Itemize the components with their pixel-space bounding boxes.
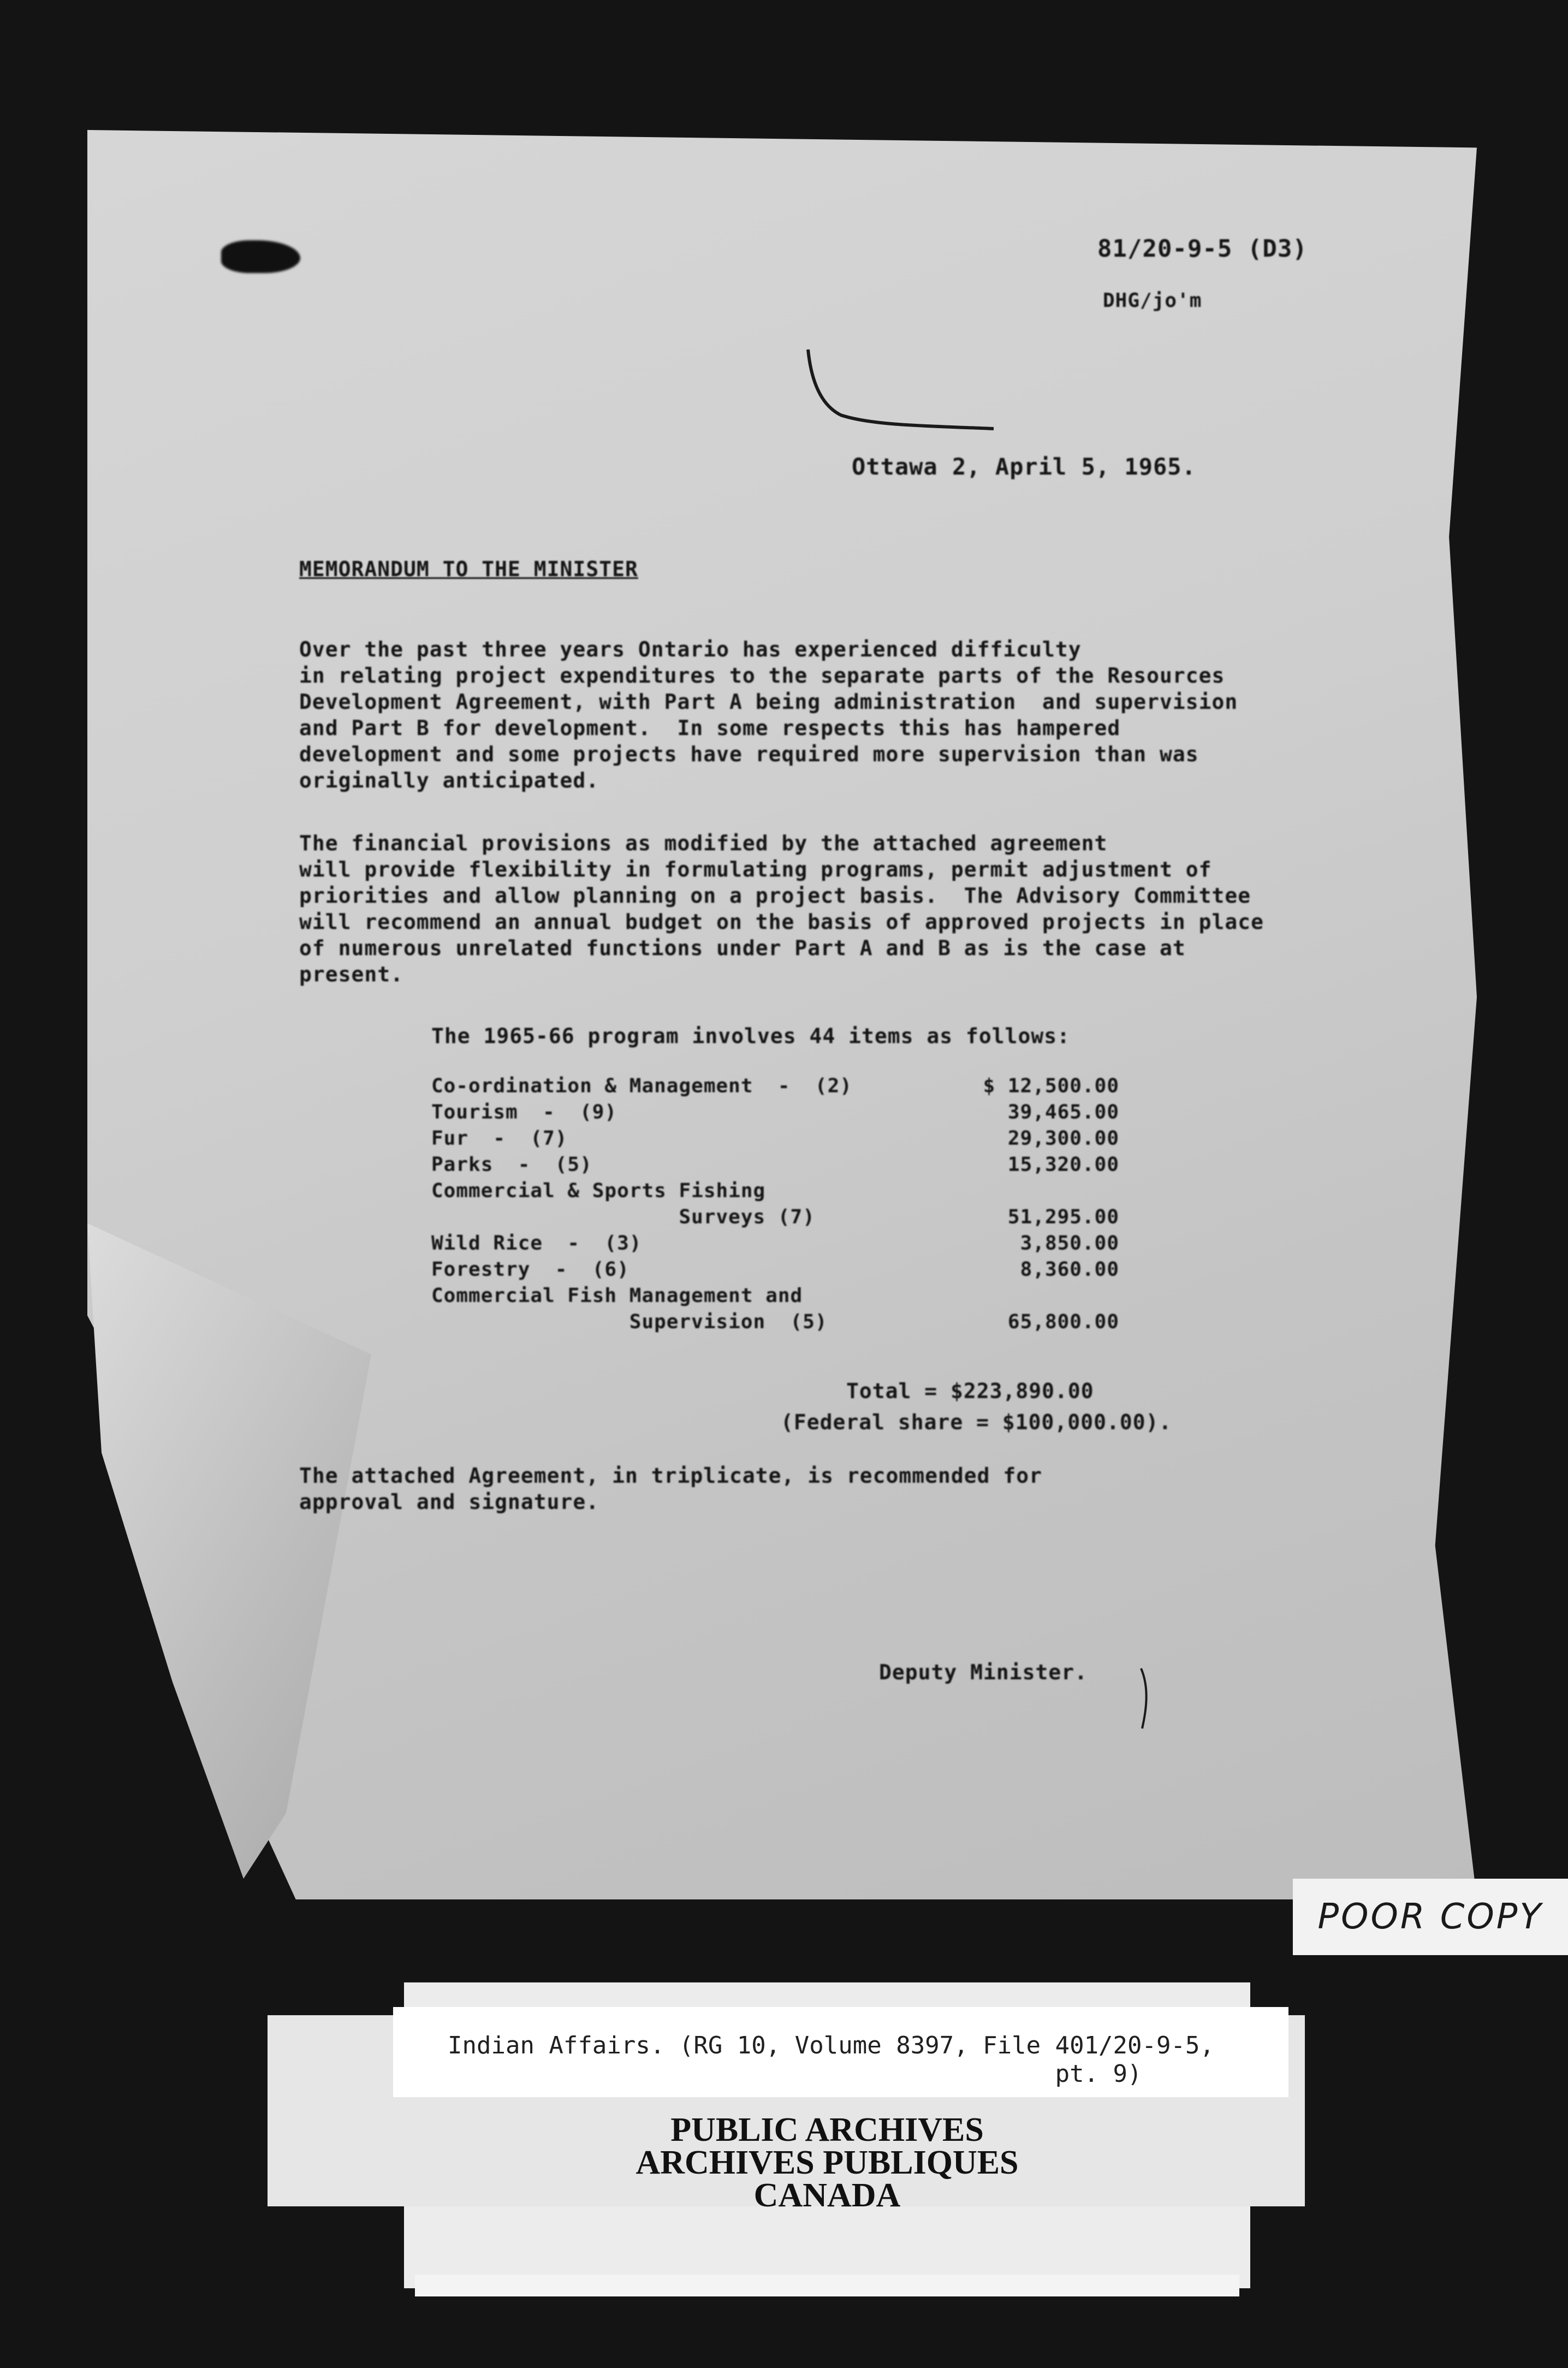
table-row [431, 1101, 1119, 1127]
handwritten-pen-mark [797, 344, 1005, 437]
archive-line-1: PUBLIC ARCHIVES [670, 2111, 984, 2148]
archive-line-2: ARCHIVES PUBLIQUES [635, 2144, 1019, 2181]
table-row [431, 1206, 1119, 1232]
table-row [431, 1153, 1119, 1180]
paragraph-2: The financial provisions as modified by the attached agreement will provide flexibility in formulating programs, permit adjustment of priorities and allow planning on a project basis. The Advisory Committee will recommend an annual budget on the basis of approved projects in place of numerous unrelated functions under Part A and B as is the case at present. [299, 831, 1264, 986]
signature-title: Deputy Minister. [879, 1660, 1088, 1684]
item-amount: 3,850.00 [1020, 1232, 1119, 1254]
archive-stamp [404, 2111, 1250, 2214]
poor-copy-label: POOR COPY [1293, 1879, 1568, 1955]
item-amount: 65,800.00 [1007, 1311, 1119, 1333]
program-intro: The 1965-66 program involves 44 items as follows: [431, 1024, 1071, 1048]
item-label: Fur - (7) [431, 1127, 568, 1150]
table-row [431, 1180, 1119, 1206]
item-label: Parks - (5) [431, 1153, 592, 1176]
item-amount: 8,360.00 [1020, 1258, 1119, 1281]
table-row [431, 1258, 1119, 1284]
item-label: Commercial & Sports Fishing [431, 1180, 766, 1202]
item-amount: 51,295.00 [1007, 1206, 1119, 1228]
item-label: Supervision (5) [431, 1311, 828, 1333]
item-label: Surveys (7) [431, 1206, 815, 1228]
archive-reference-text: Indian Affairs. (RG 10, Volume 8397, File 401/20-9-5, pt. 9) [448, 2032, 1214, 2088]
item-label: Wild Rice - (3) [431, 1232, 642, 1254]
table-row [431, 1075, 1119, 1101]
table-row [431, 1311, 1119, 1337]
typist-initials: DHG/jo'm [1103, 289, 1202, 312]
total-line: Total = $223,890.00 [846, 1379, 1094, 1403]
table-row [431, 1232, 1119, 1258]
paragraph-3: The attached Agreement, in triplicate, is recommended for approval and signature. [299, 1464, 1043, 1514]
handwritten-pen-mark [1136, 1666, 1157, 1731]
item-label: Commercial Fish Management and [431, 1284, 803, 1307]
memo-heading: MEMORANDUM TO THE MINISTER [299, 557, 638, 581]
program-items-table [431, 1075, 1119, 1337]
date-line: Ottawa 2, April 5, 1965. [852, 453, 1196, 480]
item-amount: 29,300.00 [1007, 1127, 1119, 1150]
file-reference: 81/20-9-5 (D3) [1097, 235, 1308, 263]
paragraph-1: Over the past three years Ontario has experienced difficulty in relating project expenditures to the separate parts of the Resources Development Agreement, with Part A being administration and supervision and Part B for development. In some respects this has hampered development and some projects have required more supervision than was originally anticipated. [299, 637, 1238, 792]
table-row [431, 1127, 1119, 1153]
item-amount: 15,320.00 [1007, 1153, 1119, 1176]
item-label: Co-ordination & Management - (2) [431, 1075, 852, 1097]
item-label: Forestry - (6) [431, 1258, 629, 1281]
stamp-bottom-strip [415, 2275, 1239, 2296]
table-row [431, 1284, 1119, 1311]
item-amount: 39,465.00 [1007, 1101, 1119, 1123]
item-amount: $ 12,500.00 [983, 1075, 1119, 1097]
item-label: Tourism - (9) [431, 1101, 617, 1123]
federal-share-line: (Federal share = $100,000.00). [781, 1410, 1172, 1434]
archive-line-3: CANADA [753, 2177, 901, 2214]
